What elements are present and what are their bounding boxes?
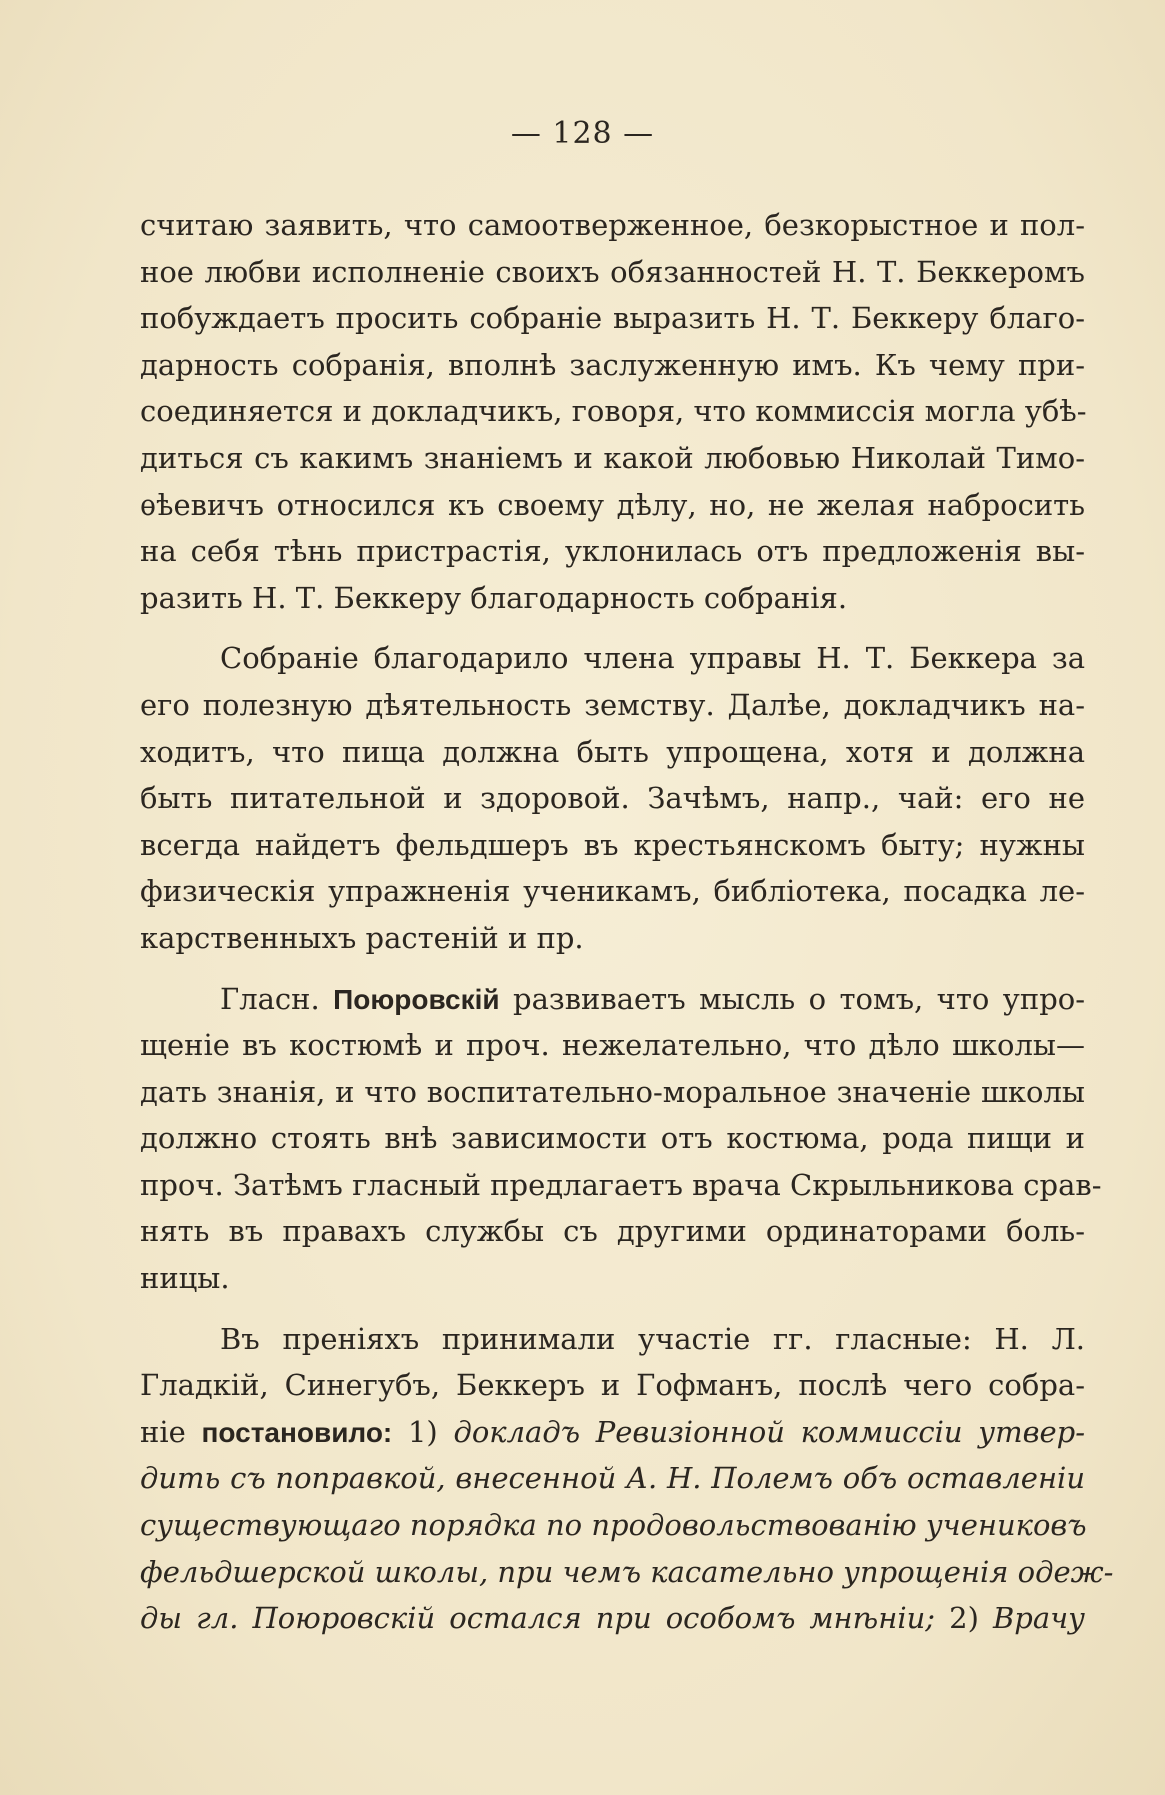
text-line — [140, 528, 1085, 575]
text-line — [140, 1595, 1085, 1642]
paragraph-gap — [140, 621, 1085, 635]
text-line — [140, 1409, 1085, 1456]
text-line — [140, 868, 1085, 915]
italic-text: ды гл. Поюровскій остался при особомъ мнѣніи; — [140, 1601, 936, 1636]
line-text: Гладкій, Синегубъ, Беккеръ и Гофманъ, послѣ чего собра- — [140, 1368, 1085, 1403]
line-text: развиваетъ мысль о томъ, что упро- — [499, 981, 1086, 1016]
italic-text: Врачу — [992, 1601, 1085, 1636]
line-text: Въ преніяхъ принимали участіе гг. гласные: Н. Л. — [220, 1321, 1085, 1356]
line-text: дать знанія, и что воспитательно-моральное значеніе школы — [140, 1074, 1085, 1109]
text-line — [140, 1362, 1085, 1409]
text-line — [140, 682, 1085, 729]
text-line — [140, 915, 1085, 962]
text-line — [140, 202, 1085, 249]
paragraph-gap — [140, 1302, 1085, 1316]
line-text: 2) — [935, 1601, 993, 1636]
line-text: проч. Затѣмъ гласный предлагаетъ врача Скрыльникова срав- — [140, 1167, 1102, 1202]
line-text: ходитъ, что пища должна быть упрощена, хотя и должна — [140, 734, 1085, 769]
line-text: 1) — [392, 1414, 454, 1449]
line-text: ѳѣевичъ относился къ своему дѣлу, но, не желая набросить — [140, 487, 1085, 522]
body-text — [140, 202, 1114, 1642]
line-text: на себя тѣнь пристрастія, уклонилась отъ предложенія вы- — [140, 534, 1085, 569]
text-line — [140, 1115, 1085, 1162]
line-text: его полезную дѣятельность земству. Далѣе, докладчикъ на- — [140, 687, 1085, 722]
line-text: ное любви исполненіе своихъ обязанностей Н. Т. Беккеромъ — [140, 254, 1085, 289]
line-text: считаю заявить, что самоотверженное, безкорыстное и пол- — [140, 208, 1085, 242]
text-line — [140, 1316, 1085, 1363]
italic-text: докладъ Ревизіонной коммиссіи утвер- — [453, 1414, 1085, 1449]
text-line — [140, 388, 1085, 435]
text-line — [140, 575, 1085, 622]
text-line — [140, 1255, 1085, 1302]
spaced-name: Поюровскій — [333, 983, 500, 1015]
line-text: разить Н. Т. Беккеру благодарность собранія. — [140, 580, 848, 615]
line-text: должно стоять внѣ зависимости отъ костюма, рода пищи и — [140, 1121, 1085, 1156]
text-line — [140, 1069, 1085, 1116]
line-text: быть питательной и здоровой. Зачѣмъ, напр., чай: его не — [140, 781, 1085, 816]
text-line — [140, 729, 1085, 776]
text-line — [140, 435, 1085, 482]
text-line — [140, 822, 1085, 869]
text-line — [140, 1455, 1085, 1502]
italic-text: существующаго порядка по продовольствованію учениковъ — [140, 1508, 1087, 1543]
text-line — [140, 635, 1085, 682]
text-line — [140, 249, 1085, 296]
line-text: всегда найдетъ фельдшеръ въ крестьянскомъ быту; нужны — [140, 827, 1085, 862]
text-line — [140, 342, 1085, 389]
italic-text: фельдшерской школы, при чемъ касательно упрощенія одеж- — [140, 1554, 1114, 1589]
line-text: щеніе въ костюмѣ и проч. нежелательно, что дѣло школы— — [140, 1028, 1085, 1063]
text-line — [140, 1549, 1114, 1596]
text-line — [140, 1502, 1085, 1549]
line-text: нять въ правахъ службы съ другими ординаторами боль- — [140, 1214, 1085, 1249]
line-text: ницы. — [140, 1261, 230, 1296]
text-line — [140, 295, 1085, 342]
text-line — [140, 976, 1085, 1023]
text-line — [140, 1208, 1085, 1255]
line-text: физическія упражненія ученикамъ, библіотека, посадка ле- — [140, 874, 1085, 909]
line-text: дарность собранія, вполнѣ заслуженную имъ. Къ чему при- — [140, 347, 1085, 382]
text-line — [140, 775, 1085, 822]
line-text: карственныхъ растеній и пр. — [140, 920, 584, 955]
line-text: диться съ какимъ знаніемъ и какой любовью Николай Тимо- — [140, 440, 1085, 475]
text-line — [140, 1162, 1102, 1209]
paragraph-gap — [140, 962, 1085, 976]
spaced-name: постановило: — [201, 1416, 393, 1448]
line-text: побуждаетъ просить собраніе выразить Н. Т. Беккеру благо- — [140, 301, 1085, 336]
text-line — [140, 1022, 1085, 1069]
text-line — [140, 482, 1085, 529]
line-text: Собраніе благодарило члена управы Н. Т. Беккера за — [220, 641, 1085, 676]
page-number: — 128 — — [510, 116, 655, 151]
line-text: ніе — [140, 1414, 202, 1449]
line-text: Гласн. — [220, 981, 334, 1016]
line-text: соединяется и докладчикъ, говоря, что коммиссія могла убѣ- — [140, 394, 1087, 429]
italic-text: дить съ поправкой, внесенной А. Н. Полемъ объ оставленіи — [140, 1461, 1085, 1496]
